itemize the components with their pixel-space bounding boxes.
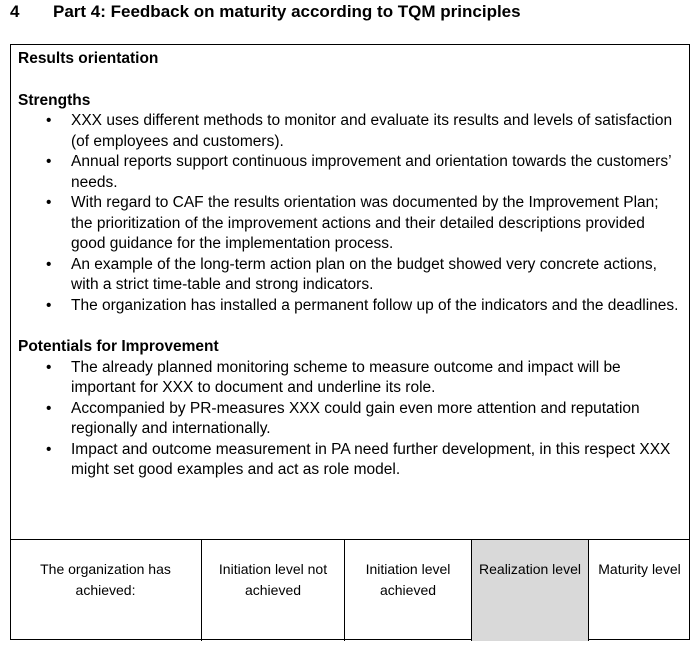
level-realization-cell-selected: Realization level [472,540,589,641]
list-item: • Accompanied by PR-measures XXX could gain even more attention and reputation regionally and internationally. [46,399,640,437]
maturity-level-row [10,539,690,641]
feedback-box [10,44,690,640]
bullet-icon: • [46,440,52,458]
achievement-label-cell: The organization has achieved: [10,540,202,641]
list-item: • An example of the long-term action plan on the budget showed very concrete actions, with a strict time-table and strong indicators. [46,255,657,293]
criterion-title: Results orientation [18,50,159,67]
bullet-icon: • [46,255,52,273]
feedback-content [18,49,683,481]
list-item: • Impact and outcome measurement in PA need further development, in this respect XXX might set good examples and act as role model. [46,440,671,478]
section-title: Part 4: Feedback on maturity according to TQM principles [53,2,521,21]
bullet-icon: • [46,399,52,417]
strengths-list [18,111,683,316]
level-initiation-not-achieved-cell: Initiation level not achieved [202,540,345,641]
potentials-title: Potentials for Improvement [18,338,219,355]
bullet-icon: • [46,296,52,314]
strengths-title: Strengths [18,91,91,109]
bullet-icon: • [46,358,52,376]
list-item: • Annual reports support continuous improvement and orientation towards the customers’ needs. [46,153,671,191]
potentials-list [18,358,683,481]
bullet-icon: • [46,153,52,170]
level-initiation-achieved-cell: Initiation level achieved [345,540,472,641]
level-maturity-cell: Maturity level [598,561,681,577]
section-number: 4 [10,2,20,21]
section-heading [10,2,521,22]
bullet-icon: • [46,112,52,129]
bullet-icon: • [46,194,52,211]
list-item: • The already planned monitoring scheme to measure outcome and impact will be important for XXX to document and underline its role. [46,358,621,396]
list-item: • The organization has installed a permanent follow up of the indicators and the deadlines. [18,296,683,317]
list-item: • XXX uses different methods to monitor and evaluate its results and levels of satisfaction (of employees and customers). [46,112,673,150]
list-item: • With regard to CAF the results orientation was documented by the Improvement Plan; the prioritization of the improvement actions and their detailed descriptions provided good guidance for the implementation process. [46,194,659,252]
